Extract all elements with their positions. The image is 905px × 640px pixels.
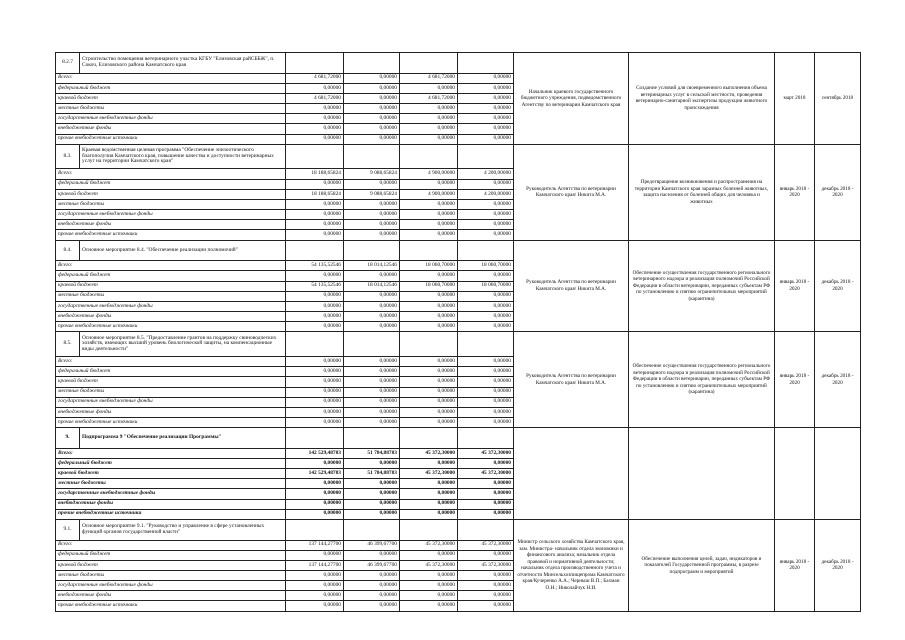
section-header-row	[56, 240, 861, 261]
empty-cell	[344, 332, 400, 357]
amount-cell: 0,00000	[458, 570, 514, 580]
empty-cell	[400, 332, 458, 357]
responsible-cell: Руководитель Агентства по ветеринарии Камчатского края/ Никита М.А.	[514, 332, 629, 428]
result-cell: Создание условий для своевременного выполнения объема ветеринарных услуг в сельской местности, проведения ветеринарно-санитарной экспертизы продукции животного происхождения	[629, 53, 775, 145]
funding-source-label: местные бюджеты	[56, 387, 286, 397]
amount-cell: 0,00000	[458, 489, 514, 499]
result-cell: Обеспечение выполнения целей, задач, индикаторов и показателей Государственной программы, в разрезе подпрограмм и мероприятий	[629, 519, 775, 611]
amount-cell: 18 060,70000	[400, 281, 458, 291]
amount-cell: 0,00000	[286, 301, 344, 311]
amount-cell: 0,00000	[344, 179, 400, 189]
start-date-cell	[775, 428, 815, 520]
section-title: Основное мероприятие 8.4. "Обеспечение реализации полномочий"	[80, 240, 286, 261]
empty-cell	[458, 53, 514, 74]
amount-cell: 0,00000	[400, 591, 458, 601]
end-date-cell: декабрь 2018 - 2020	[815, 519, 861, 611]
amount-cell: 0,00000	[400, 581, 458, 591]
amount-cell: 4 681,72000	[400, 73, 458, 83]
amount-cell: 0,00000	[458, 509, 514, 519]
amount-cell: 0,00000	[458, 479, 514, 489]
amount-cell: 0,00000	[286, 83, 344, 93]
amount-cell: 18 014,12546	[344, 261, 400, 271]
amount-cell: 0,00000	[286, 367, 344, 377]
amount-cell: 0,00000	[400, 291, 458, 301]
amount-cell: 18 060,70000	[458, 281, 514, 291]
amount-cell: 54 135,52546	[286, 261, 344, 271]
empty-cell	[344, 53, 400, 74]
funding-source-label: федеральный бюджет	[56, 550, 286, 560]
amount-cell: 0,00000	[400, 199, 458, 209]
empty-cell	[458, 332, 514, 357]
amount-cell: 0,00000	[458, 322, 514, 332]
empty-cell	[286, 240, 344, 261]
funding-source-label: федеральный бюджет	[56, 179, 286, 189]
amount-cell: 0,00000	[458, 301, 514, 311]
amount-cell: 0,00000	[458, 377, 514, 387]
empty-cell	[286, 428, 344, 449]
responsible-cell: Руководитель Агентства по ветеринарии Камчатского края/ Никита М.А.	[514, 240, 629, 332]
amount-cell: 4 681,72000	[400, 93, 458, 103]
end-date-cell: декабрь 2018 - 2020	[815, 332, 861, 428]
amount-cell: 0,00000	[458, 499, 514, 509]
amount-cell: 137 144,27700	[286, 540, 344, 550]
funding-source-label: Всего:	[56, 261, 286, 271]
amount-cell: 0,00000	[344, 601, 400, 612]
amount-cell: 0,00000	[344, 104, 400, 114]
funding-source-label: местные бюджеты	[56, 104, 286, 114]
funding-source-label: внебюджетные фонды	[56, 591, 286, 601]
amount-cell: 0,00000	[400, 311, 458, 321]
funding-source-label: Всего:	[56, 169, 286, 179]
funding-source-label: прочие внебюджетные источники	[56, 418, 286, 428]
amount-cell: 45 372,30000	[400, 448, 458, 458]
amount-cell: 51 784,88783	[344, 469, 400, 479]
amount-cell: 0,00000	[400, 230, 458, 240]
amount-cell: 0,00000	[286, 322, 344, 332]
amount-cell: 0,00000	[286, 230, 344, 240]
section-code: 8.5.	[56, 332, 80, 357]
amount-cell: 0,00000	[286, 291, 344, 301]
amount-cell: 0,00000	[400, 387, 458, 397]
amount-cell: 0,00000	[344, 322, 400, 332]
funding-source-label: государственные внебюджетные фонды	[56, 489, 286, 499]
amount-cell: 0,00000	[344, 311, 400, 321]
section-header-row	[56, 428, 861, 449]
amount-cell: 0,00000	[400, 357, 458, 367]
amount-cell: 0,00000	[344, 499, 400, 509]
amount-cell: 0,00000	[344, 591, 400, 601]
amount-cell: 0,00000	[286, 601, 344, 612]
empty-cell	[400, 240, 458, 261]
amount-cell: 0,00000	[400, 550, 458, 560]
section-header-row	[56, 53, 861, 74]
amount-cell: 9 088,65824	[344, 169, 400, 179]
amount-cell: 0,00000	[458, 104, 514, 114]
amount-cell: 45 372,30000	[458, 560, 514, 570]
amount-cell: 0,00000	[458, 199, 514, 209]
amount-cell: 0,00000	[400, 83, 458, 93]
start-date-cell: январь 2018 - 2020	[775, 332, 815, 428]
amount-cell: 0,00000	[344, 581, 400, 591]
empty-cell	[344, 240, 400, 261]
amount-cell: 0,00000	[344, 220, 400, 230]
amount-cell: 0,00000	[400, 458, 458, 468]
amount-cell: 18 014,12546	[344, 281, 400, 291]
amount-cell: 0,00000	[344, 210, 400, 220]
amount-cell: 0,00000	[458, 591, 514, 601]
amount-cell: 0,00000	[458, 230, 514, 240]
amount-cell: 45 372,30000	[400, 469, 458, 479]
amount-cell: 0,00000	[458, 83, 514, 93]
amount-cell: 0,00000	[344, 479, 400, 489]
amount-cell: 0,00000	[400, 499, 458, 509]
funding-source-label: государственные внебюджетные фонды	[56, 301, 286, 311]
amount-cell: 0,00000	[286, 479, 344, 489]
amount-cell: 0,00000	[344, 357, 400, 367]
funding-source-label: местные бюджеты	[56, 199, 286, 209]
end-date-cell: сентябрь 2018	[815, 53, 861, 145]
amount-cell: 137 144,27700	[286, 560, 344, 570]
amount-cell: 0,00000	[286, 418, 344, 428]
start-date-cell: март 2018	[775, 53, 815, 145]
amount-cell: 0,00000	[286, 407, 344, 417]
empty-cell	[286, 519, 344, 540]
end-date-cell: декабрь 2018 - 2020	[815, 144, 861, 240]
amount-cell: 0,00000	[458, 93, 514, 103]
amount-cell: 18 060,70000	[458, 261, 514, 271]
funding-source-label: государственные внебюджетные фонды	[56, 210, 286, 220]
result-cell: Обеспечение осуществления государственного регионального ветеринарного надзора и реализация полномочий Российской Федерации в области ветеринарии, переданных субъектам РФ по установлению и снятию ограничительных мероприятий (карантина)	[629, 332, 775, 428]
section-header-row	[56, 332, 861, 357]
amount-cell: 0,00000	[286, 570, 344, 580]
amount-cell: 0,00000	[286, 271, 344, 281]
amount-cell: 0,00000	[344, 291, 400, 301]
section-code: 9.1.	[56, 519, 80, 540]
funding-source-label: Всего:	[56, 448, 286, 458]
amount-cell: 0,00000	[458, 458, 514, 468]
amount-cell: 0,00000	[400, 489, 458, 499]
amount-cell: 0,00000	[344, 199, 400, 209]
amount-cell: 4 900,00000	[400, 169, 458, 179]
amount-cell: 0,00000	[286, 220, 344, 230]
amount-cell: 46 399,67700	[344, 560, 400, 570]
amount-cell: 45 372,30000	[458, 448, 514, 458]
funding-source-label: государственные внебюджетные фонды	[56, 114, 286, 124]
amount-cell: 0,00000	[400, 397, 458, 407]
amount-cell: 0,00000	[344, 114, 400, 124]
amount-cell: 0,00000	[458, 418, 514, 428]
funding-source-label: государственные внебюджетные фонды	[56, 397, 286, 407]
empty-cell	[286, 53, 344, 74]
amount-cell: 0,00000	[344, 83, 400, 93]
amount-cell: 0,00000	[458, 124, 514, 134]
amount-cell: 0,00000	[400, 124, 458, 134]
result-cell: Предотвращение возникновения и распространения на территории Камчатского края заразных болезней животных, защита населения от болезней общих для человека и животных	[629, 144, 775, 240]
funding-source-label: прочие внебюджетные источники	[56, 601, 286, 612]
funding-source-label: федеральный бюджет	[56, 458, 286, 468]
amount-cell: 0,00000	[400, 570, 458, 580]
amount-cell: 0,00000	[286, 199, 344, 209]
funding-source-label: краевой бюджет	[56, 189, 286, 199]
amount-cell: 0,00000	[344, 407, 400, 417]
amount-cell: 4 900,00000	[400, 189, 458, 199]
amount-cell: 0,00000	[344, 271, 400, 281]
responsible-cell: Руководитель Агентства по ветеринарии Камчатского края/ Никита М.А.	[514, 144, 629, 240]
amount-cell: 0,00000	[400, 179, 458, 189]
empty-cell	[344, 428, 400, 449]
start-date-cell: январь 2018 - 2020	[775, 144, 815, 240]
empty-cell	[458, 240, 514, 261]
amount-cell: 45 372,30000	[458, 469, 514, 479]
amount-cell: 0,00000	[458, 407, 514, 417]
budget-table	[55, 52, 861, 612]
funding-source-label: краевой бюджет	[56, 469, 286, 479]
amount-cell: 0,00000	[286, 210, 344, 220]
amount-cell: 0,00000	[344, 418, 400, 428]
section-title: Основное мероприятие 8.5. "Предоставление грантов на поддержку свиноводческих хозяйств, имеющих высший уровень биологической защиты, на компенсационные виды деятельности"	[80, 332, 286, 357]
amount-cell: 142 529,48783	[286, 469, 344, 479]
amount-cell: 0,00000	[286, 397, 344, 407]
empty-cell	[344, 144, 400, 169]
amount-cell: 0,00000	[344, 367, 400, 377]
amount-cell: 0,00000	[400, 479, 458, 489]
funding-source-label: федеральный бюджет	[56, 271, 286, 281]
funding-source-label: внебюджетные фонды	[56, 220, 286, 230]
amount-cell: 0,00000	[458, 581, 514, 591]
responsible-cell: Начальник краевого государственного бюджетного учреждения, подведомственного Агентству по ветеринарии Камчатского края	[514, 53, 629, 145]
amount-cell: 0,00000	[286, 387, 344, 397]
amount-cell: 0,00000	[344, 387, 400, 397]
funding-source-label: краевой бюджет	[56, 93, 286, 103]
empty-cell	[458, 519, 514, 540]
amount-cell: 0,00000	[344, 134, 400, 144]
amount-cell: 0,00000	[400, 367, 458, 377]
amount-cell: 0,00000	[458, 601, 514, 612]
amount-cell: 4 681,72000	[286, 93, 344, 103]
empty-cell	[286, 144, 344, 169]
amount-cell: 0,00000	[400, 210, 458, 220]
amount-cell: 0,00000	[458, 114, 514, 124]
funding-source-label: местные бюджеты	[56, 570, 286, 580]
amount-cell: 0,00000	[286, 489, 344, 499]
amount-cell: 0,00000	[286, 357, 344, 367]
end-date-cell	[815, 428, 861, 520]
amount-cell: 0,00000	[400, 114, 458, 124]
funding-source-label: внебюджетные фонды	[56, 124, 286, 134]
funding-source-label: федеральный бюджет	[56, 367, 286, 377]
amount-cell: 0,00000	[286, 499, 344, 509]
amount-cell: 0,00000	[400, 134, 458, 144]
amount-cell: 0,00000	[344, 93, 400, 103]
amount-cell: 0,00000	[344, 73, 400, 83]
section-code: 9.	[56, 428, 80, 449]
amount-cell: 0,00000	[286, 134, 344, 144]
funding-source-label: краевой бюджет	[56, 281, 286, 291]
section-title: Основное мероприятие 9.1. "Руководство и управление в сфере установленных функций органов государственной власти"	[80, 519, 286, 540]
start-date-cell: январь 2018 - 2020	[775, 240, 815, 332]
amount-cell: 0,00000	[400, 220, 458, 230]
amount-cell: 0,00000	[344, 570, 400, 580]
amount-cell: 0,00000	[344, 230, 400, 240]
amount-cell: 0,00000	[286, 377, 344, 387]
amount-cell: 0,00000	[344, 509, 400, 519]
amount-cell: 0,00000	[458, 357, 514, 367]
amount-cell: 0,00000	[458, 291, 514, 301]
funding-source-label: Всего:	[56, 540, 286, 550]
amount-cell: 0,00000	[458, 387, 514, 397]
empty-cell	[458, 428, 514, 449]
amount-cell: 0,00000	[400, 322, 458, 332]
amount-cell: 18 188,65824	[286, 189, 344, 199]
amount-cell: 18 188,65824	[286, 169, 344, 179]
amount-cell: 0,00000	[400, 271, 458, 281]
section-code: 8.4.	[56, 240, 80, 261]
amount-cell: 45 372,30000	[400, 540, 458, 550]
section-header-row	[56, 144, 861, 169]
amount-cell: 0,00000	[458, 311, 514, 321]
amount-cell: 0,00000	[286, 104, 344, 114]
amount-cell: 0,00000	[400, 601, 458, 612]
amount-cell: 0,00000	[400, 104, 458, 114]
empty-cell	[400, 144, 458, 169]
amount-cell: 0,00000	[458, 134, 514, 144]
amount-cell: 0,00000	[344, 458, 400, 468]
section-header-row	[56, 519, 861, 540]
amount-cell: 0,00000	[344, 124, 400, 134]
empty-cell	[286, 332, 344, 357]
amount-cell: 0,00000	[286, 311, 344, 321]
funding-source-label: местные бюджеты	[56, 291, 286, 301]
amount-cell: 0,00000	[400, 407, 458, 417]
amount-cell: 0,00000	[458, 220, 514, 230]
amount-cell: 0,00000	[286, 179, 344, 189]
empty-cell	[400, 53, 458, 74]
responsible-cell	[514, 428, 629, 520]
amount-cell: 0,00000	[286, 458, 344, 468]
amount-cell: 0,00000	[400, 418, 458, 428]
section-title: Краевая ведомственная целевая программа "Обеспечение эпизоотического благополучия Камчатского края, повышение качества и доступности ветеринарных услуг на территории Камчатского края"	[80, 144, 286, 169]
amount-cell: 0,00000	[458, 73, 514, 83]
amount-cell: 0,00000	[458, 271, 514, 281]
funding-source-label: краевой бюджет	[56, 560, 286, 570]
funding-source-label: внебюджетные фонды	[56, 499, 286, 509]
empty-cell	[458, 144, 514, 169]
amount-cell: 0,00000	[286, 509, 344, 519]
empty-cell	[344, 519, 400, 540]
amount-cell: 0,00000	[458, 179, 514, 189]
section-code: 8.3.	[56, 144, 80, 169]
amount-cell: 9 088,65824	[344, 189, 400, 199]
funding-source-label: прочие внебюджетные источники	[56, 322, 286, 332]
amount-cell: 51 784,88783	[344, 448, 400, 458]
amount-cell: 0,00000	[458, 367, 514, 377]
funding-source-label: Всего:	[56, 73, 286, 83]
amount-cell: 46 399,67700	[344, 540, 400, 550]
amount-cell: 4 681,72000	[286, 73, 344, 83]
funding-source-label: внебюджетные фонды	[56, 407, 286, 417]
amount-cell: 4 200,00000	[458, 169, 514, 179]
amount-cell: 0,00000	[458, 210, 514, 220]
amount-cell: 0,00000	[286, 124, 344, 134]
funding-source-label: краевой бюджет	[56, 377, 286, 387]
amount-cell: 18 060,70000	[400, 261, 458, 271]
amount-cell: 0,00000	[286, 114, 344, 124]
amount-cell: 0,00000	[344, 489, 400, 499]
funding-source-label: прочие внебюджетные источники	[56, 509, 286, 519]
amount-cell: 0,00000	[344, 377, 400, 387]
result-cell	[629, 428, 775, 520]
amount-cell: 4 200,00000	[458, 189, 514, 199]
funding-source-label: прочие внебюджетные источники	[56, 230, 286, 240]
funding-source-label: прочие внебюджетные источники	[56, 134, 286, 144]
amount-cell: 142 529,48783	[286, 448, 344, 458]
empty-cell	[400, 519, 458, 540]
section-title: Подпрограмма 9 "Обеспечение реализации Программы"	[80, 428, 286, 449]
amount-cell: 45 372,30000	[400, 560, 458, 570]
amount-cell: 0,00000	[400, 301, 458, 311]
amount-cell: 0,00000	[286, 591, 344, 601]
amount-cell: 0,00000	[286, 550, 344, 560]
responsible-cell: Министр сельского хозяйства Камчатского края, зам. Министра- начальник отдела экономики и финансового анализа; начальник отдела правовой и нормативной деятельности; начальник отдела производственного учета и отчетности Минсельхозпищепрома Камчатского края/Кучеренко А.А.; Черныш В.П.; Бахман О.Н.; Николайчук Н.И.	[514, 519, 629, 611]
result-cell: Обеспечение осуществления государственного регионального ветеринарного надзора и реализация полномочий Российской Федерации в области ветеринарии, переданных субъектам РФ по установлению и снятию ограничительных мероприятий (карантина)	[629, 240, 775, 332]
section-title: Строительство помещения ветеринарного участка КГБУ "Елизовская райСББЖ", п. Сокоч, Елизовского района Камчатского края	[80, 53, 286, 74]
funding-source-label: государственные внебюджетные фонды	[56, 581, 286, 591]
section-code: 8.2.7	[56, 53, 80, 74]
amount-cell: 0,00000	[344, 397, 400, 407]
budget-table-body	[56, 53, 861, 612]
empty-cell	[400, 428, 458, 449]
amount-cell: 54 135,52546	[286, 281, 344, 291]
funding-source-label: местные бюджеты	[56, 479, 286, 489]
end-date-cell: декабрь 2018 - 2020	[815, 240, 861, 332]
amount-cell: 0,00000	[286, 581, 344, 591]
amount-cell: 0,00000	[458, 397, 514, 407]
funding-source-label: внебюджетные фонды	[56, 311, 286, 321]
amount-cell: 0,00000	[344, 550, 400, 560]
funding-source-label: Всего:	[56, 357, 286, 367]
funding-source-label: федеральный бюджет	[56, 83, 286, 93]
amount-cell: 0,00000	[400, 377, 458, 387]
start-date-cell: январь 2018 - 2020	[775, 519, 815, 611]
amount-cell: 45 372,30000	[458, 540, 514, 550]
amount-cell: 0,00000	[458, 550, 514, 560]
amount-cell: 0,00000	[344, 301, 400, 311]
amount-cell: 0,00000	[400, 509, 458, 519]
